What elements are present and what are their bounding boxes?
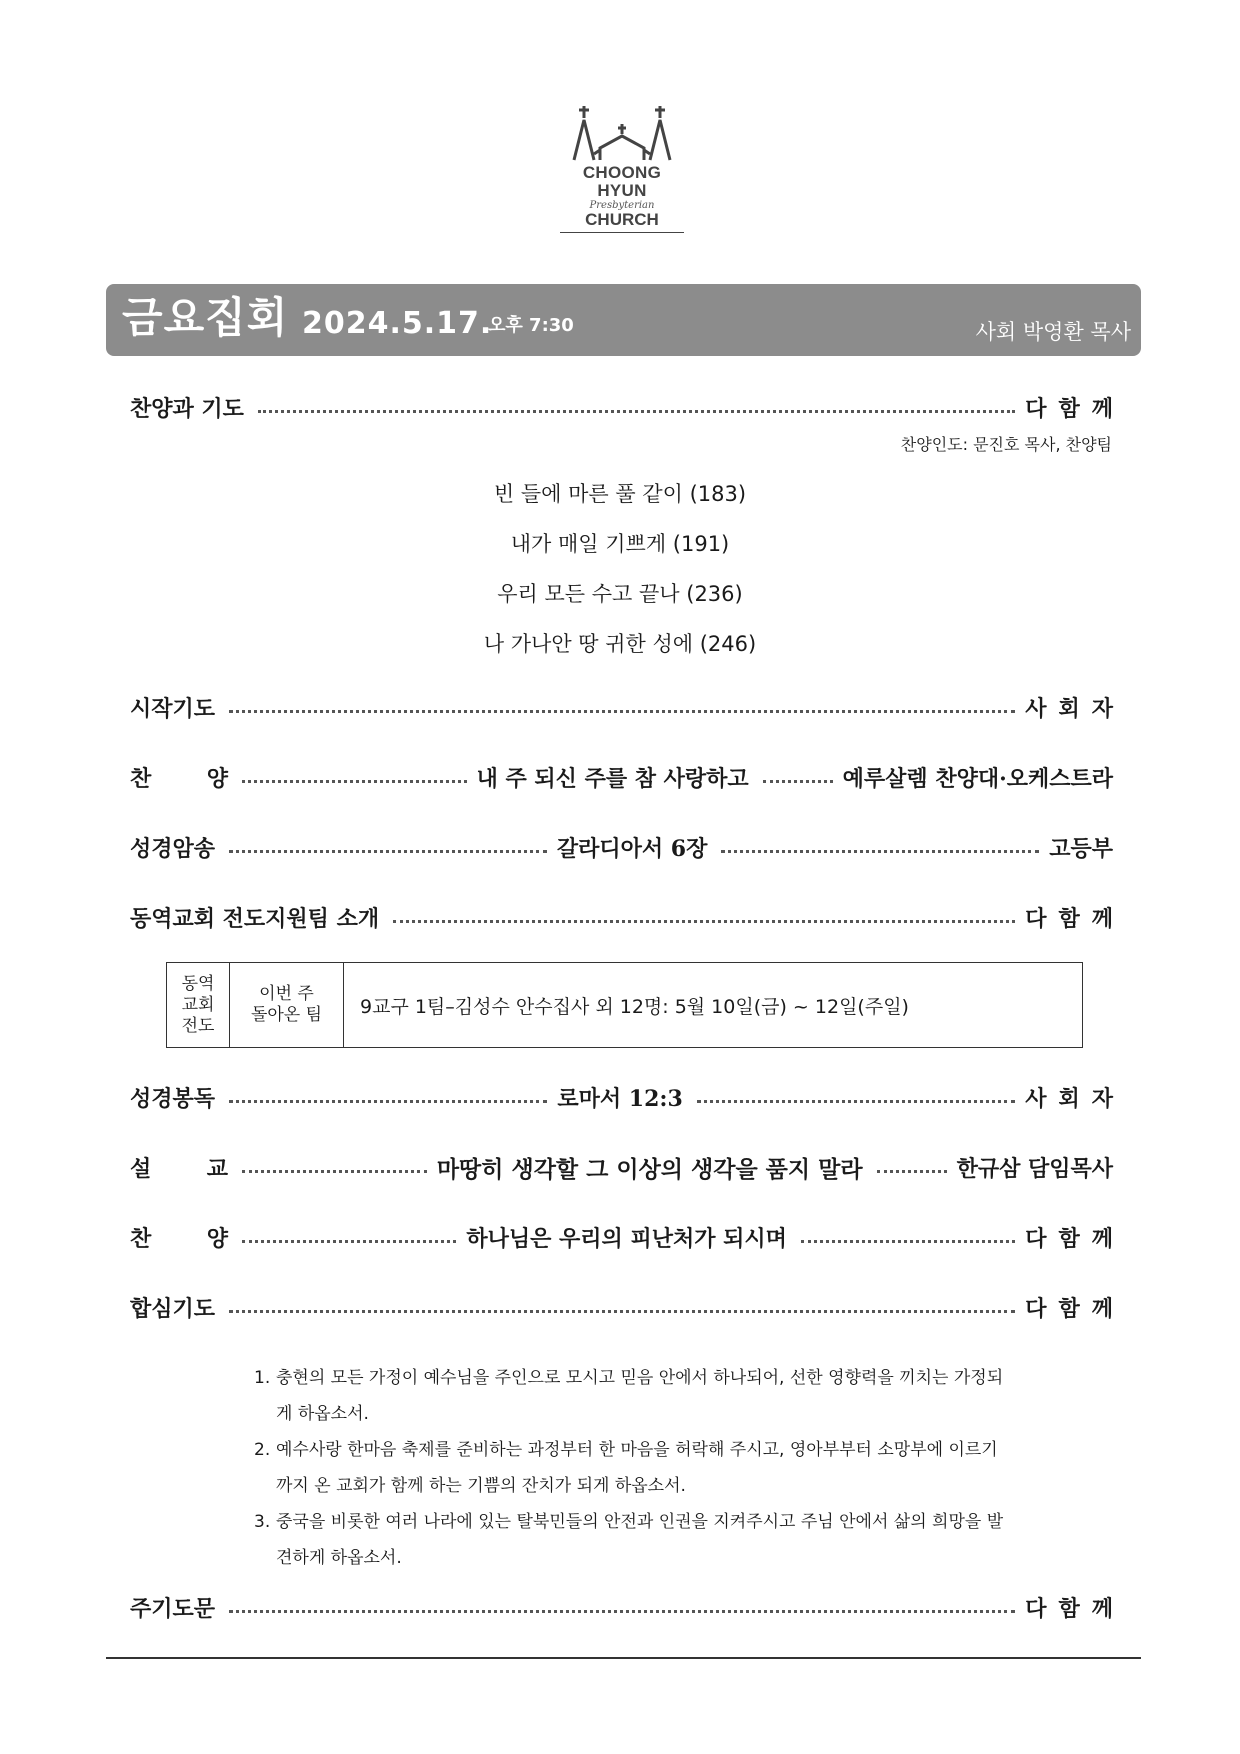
song-list: [0, 469, 1240, 669]
order-title: 갈라디아서 6장: [556, 835, 708, 862]
dot-leader: [242, 1240, 456, 1243]
order-label: 합심기도: [130, 1295, 216, 1322]
order-label: 동역교회 전도지원팀 소개: [130, 905, 380, 932]
table-cell-content: 9교구 1팀–김성수 안수집사 외 12명: 5월 10일(금) ~ 12일(주일): [360, 995, 909, 1018]
dot-leader: [801, 1240, 1015, 1243]
order-item-sermon: [130, 1148, 1113, 1186]
order-title: 내 주 되신 주를 참 사랑하고: [476, 765, 749, 792]
prayer-item: [254, 1504, 1014, 1576]
service-time: 오후 7:30: [488, 315, 574, 336]
order-performer: 다함께: [1025, 905, 1125, 932]
order-label-char: 찬: [130, 1225, 152, 1252]
order-performer: 다함께: [1025, 1595, 1125, 1622]
dot-leader: [229, 1310, 1015, 1313]
table-cell-text: 돌아온 팀: [250, 1005, 323, 1025]
dot-leader: [242, 1170, 427, 1173]
dot-leader: [229, 1610, 1015, 1613]
table-cell-header: [230, 963, 344, 1047]
prayer-list: [254, 1360, 1014, 1576]
dot-leader: [697, 1100, 1015, 1103]
bottom-divider: [106, 1657, 1141, 1659]
logo-text-presbyterian: Presbyterian: [589, 200, 655, 211]
service-banner: [106, 284, 1141, 356]
order-label: 성경암송: [130, 835, 216, 862]
order-performer: 다함께: [1025, 1225, 1125, 1252]
order-label-spread: [130, 1222, 228, 1253]
church-spires-icon: [572, 104, 672, 162]
order-performer: 한규삼 담임목사: [956, 1155, 1113, 1182]
dot-leader: [229, 1100, 547, 1103]
order-performer: 고등부: [1049, 835, 1114, 862]
prayer-text: 중국을 비롯한 여러 나라에 있는 탈북민들의 안전과 인권을 지켜주시고 주님 안에서 삶의 희망을 발견하게 하옵소서.: [276, 1512, 1004, 1568]
order-label-spread: [130, 1152, 228, 1183]
order-label: 시작기도: [130, 695, 216, 722]
table-cell-category: [167, 963, 230, 1047]
order-performer: 다함께: [1025, 1295, 1125, 1322]
prayer-number: 1.: [254, 1368, 271, 1388]
logo-text-choong-hyun: CHOONG HYUN: [582, 163, 662, 200]
order-item-praise-prayer: [130, 388, 1125, 426]
church-logo: [560, 104, 684, 233]
order-performer: 사회자: [1025, 1085, 1125, 1112]
table-cell-text: 이번 주: [259, 984, 314, 1004]
praise-leader: 찬양인도: 문진호 목사, 찬양팀: [900, 435, 1112, 454]
order-performer: 사회자: [1025, 695, 1125, 722]
order-item-mission-team: [130, 898, 1125, 936]
order-label: 찬양과 기도: [130, 395, 244, 422]
order-label-char: 양: [206, 765, 228, 792]
dot-leader: [721, 850, 1039, 853]
order-label-char: 설: [130, 1155, 152, 1182]
dot-leader: [229, 850, 547, 853]
prayer-item: [254, 1360, 1014, 1432]
order-label: 성경봉독: [130, 1085, 216, 1112]
prayer-number: 2.: [254, 1440, 271, 1460]
service-title: 금요집회: [122, 293, 289, 342]
song-item: 우리 모든 수고 끝나 (236): [497, 582, 743, 606]
order-label-spread: [130, 762, 228, 793]
order-item-opening-prayer: [130, 688, 1125, 726]
order-performer: 다함께: [1025, 395, 1125, 422]
order-item-lords-prayer: [130, 1588, 1125, 1626]
table-cell-text: 전도: [181, 1015, 215, 1036]
table-cell-text: 동역: [181, 973, 215, 994]
prayer-item: [254, 1432, 1014, 1504]
order-item-anthem: [130, 758, 1113, 796]
dot-leader: [229, 710, 1015, 713]
service-date: 2024.5.17.: [302, 306, 493, 341]
order-item-scripture-recitation: [130, 828, 1113, 866]
order-item-scripture-reading: [130, 1078, 1125, 1116]
order-label-char: 양: [206, 1225, 228, 1252]
dot-leader: [877, 1170, 947, 1173]
order-label-char: 교: [206, 1155, 228, 1182]
order-label: 주기도문: [130, 1595, 216, 1622]
song-item: 빈 들에 마른 풀 같이 (183): [493, 482, 747, 506]
order-title: 로마서 12:3: [557, 1085, 683, 1112]
logo-divider: [560, 232, 684, 233]
prayer-text: 예수사랑 한마음 축제를 준비하는 과정부터 한 마음을 허락해 주시고, 영아부부터 소망부에 이르기까지 온 교회가 함께 하는 기쁨의 잔치가 되게 하옵소서.: [276, 1440, 998, 1496]
prayer-number: 3.: [254, 1512, 271, 1532]
dot-leader: [242, 780, 467, 783]
mission-team-table: [166, 962, 1083, 1048]
song-item: 나 가나안 땅 귀한 성에 (246): [483, 632, 757, 656]
order-label-char: 찬: [130, 765, 152, 792]
dot-leader: [258, 410, 1015, 413]
logo-text-church: CHURCH: [585, 210, 659, 229]
song-item: 내가 매일 기쁘게 (191): [510, 532, 730, 556]
order-performer: 예루살렘 찬양대·오케스트라: [842, 765, 1113, 792]
table-cell-text: 교회: [181, 994, 215, 1015]
order-item-group-prayer: [130, 1288, 1125, 1326]
dot-leader: [393, 920, 1015, 923]
dot-leader: [763, 780, 833, 783]
service-host: 사회 박영환 목사: [975, 320, 1131, 344]
sermon-title: 마땅히 생각할 그 이상의 생각을 품지 말라: [436, 1155, 863, 1183]
prayer-text: 충현의 모든 가정이 예수님을 주인으로 모시고 믿음 안에서 하나되어, 선한 영향력을 끼치는 가정되게 하옵소서.: [276, 1368, 1004, 1424]
order-title: 하나님은 우리의 피난처가 되시며: [466, 1225, 787, 1252]
order-item-hymn: [130, 1218, 1125, 1256]
